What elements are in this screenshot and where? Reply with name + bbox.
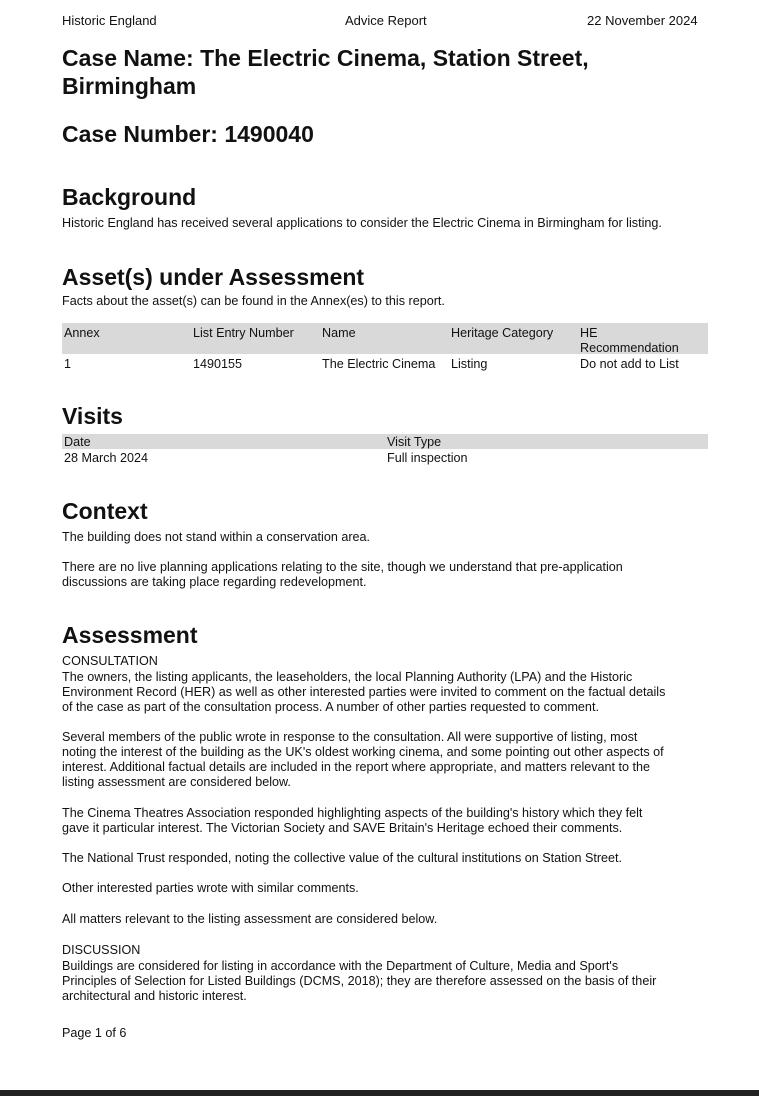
background-text: Historic England has received several applications to consider the Electric Cinema in Birmingham for listing. xyxy=(62,216,662,230)
consultation-p3-l1: The Cinema Theatres Association responded highlighting aspects of the building's history which they felt xyxy=(62,806,643,820)
background-heading: Background xyxy=(62,184,197,210)
visits-table-header xyxy=(62,434,708,449)
consultation-p1-l1: The owners, the listing applicants, the leaseholders, the local Planning Authority (LPA) and the Historic xyxy=(62,670,633,684)
discussion-p1-l1: Buildings are considered for listing in accordance with the Department of Culture, Media and Sport's xyxy=(62,959,619,973)
visit-date: 28 March 2024 xyxy=(64,451,149,465)
consultation-p2-l4: listing assessment are considered below. xyxy=(62,775,291,789)
col-date: Date xyxy=(64,435,91,449)
consultation-p2-l1: Several members of the public wrote in response to the consultation. All were supportive of listing, most xyxy=(62,730,638,744)
assets-intro: Facts about the asset(s) can be found in the Annex(es) to this report. xyxy=(62,294,445,308)
row-list-entry-number: 1490155 xyxy=(193,357,243,371)
row-name: The Electric Cinema xyxy=(322,357,436,371)
col-recommendation: Recommendation xyxy=(580,341,679,355)
row-annex: 1 xyxy=(64,357,72,371)
col-visit-type: Visit Type xyxy=(387,435,442,449)
header-org: Historic England xyxy=(62,13,157,28)
discussion-label: DISCUSSION xyxy=(62,943,141,957)
context-p2-line2: discussions are taking place regarding redevelopment. xyxy=(62,575,367,589)
col-he: HE xyxy=(580,326,598,340)
case-name-line2: Birmingham xyxy=(62,73,197,99)
col-annex: Annex xyxy=(64,326,100,340)
header-doc-type: Advice Report xyxy=(345,13,427,28)
consultation-p1-l3: of the case as part of the consultation process. A number of other parties requested to comment. xyxy=(62,700,599,714)
row-heritage-category: Listing xyxy=(451,357,488,371)
consultation-p2-l2: noting the interest of the building as the UK's oldest working cinema, and some pointing out other aspects of xyxy=(62,745,664,759)
discussion-p1-l3: architectural and historic interest. xyxy=(62,989,247,1003)
consultation-p6: All matters relevant to the listing assessment are considered below. xyxy=(62,912,438,926)
visit-type: Full inspection xyxy=(387,451,468,465)
row-recommendation: Do not add to List xyxy=(580,357,679,371)
col-name: Name xyxy=(322,326,356,340)
page-edge xyxy=(0,1090,759,1096)
page-number: Page 1 of 6 xyxy=(62,1026,127,1040)
consultation-p3-l2: gave it particular interest. The Victorian Society and SAVE Britain's Heritage echoed their comments. xyxy=(62,821,623,835)
col-heritage-category: Heritage Category xyxy=(451,326,554,340)
case-number: Case Number: 1490040 xyxy=(62,121,314,147)
context-p1: The building does not stand within a conservation area. xyxy=(62,530,371,544)
col-list-entry-number: List Entry Number xyxy=(193,326,294,340)
header-date: 22 November 2024 xyxy=(587,13,698,28)
assets-heading: Asset(s) under Assessment xyxy=(62,264,365,290)
consultation-p2-l3: interest. Additional factual details are included in the report where appropriate, and matters relevant to the xyxy=(62,760,651,774)
consultation-p4: The National Trust responded, noting the collective value of the cultural institutions on Station Street. xyxy=(62,851,623,865)
context-p2-line1: There are no live planning applications relating to the site, though we understand that pre-application xyxy=(62,560,623,574)
discussion-p1-l2: Principles of Selection for Listed Buildings (DCMS, 2018); they are therefore assessed on the basis of their xyxy=(62,974,657,988)
consultation-p1-l2: Environment Record (HER) as well as other interested parties were invited to comment on the factual details xyxy=(62,685,666,699)
assessment-heading: Assessment xyxy=(62,622,198,648)
consultation-label: CONSULTATION xyxy=(62,654,158,668)
context-heading: Context xyxy=(62,498,148,524)
case-name-line1: Case Name: The Electric Cinema, Station Street, xyxy=(62,45,589,71)
consultation-p5: Other interested parties wrote with similar comments. xyxy=(62,881,359,895)
visits-heading: Visits xyxy=(62,403,123,429)
